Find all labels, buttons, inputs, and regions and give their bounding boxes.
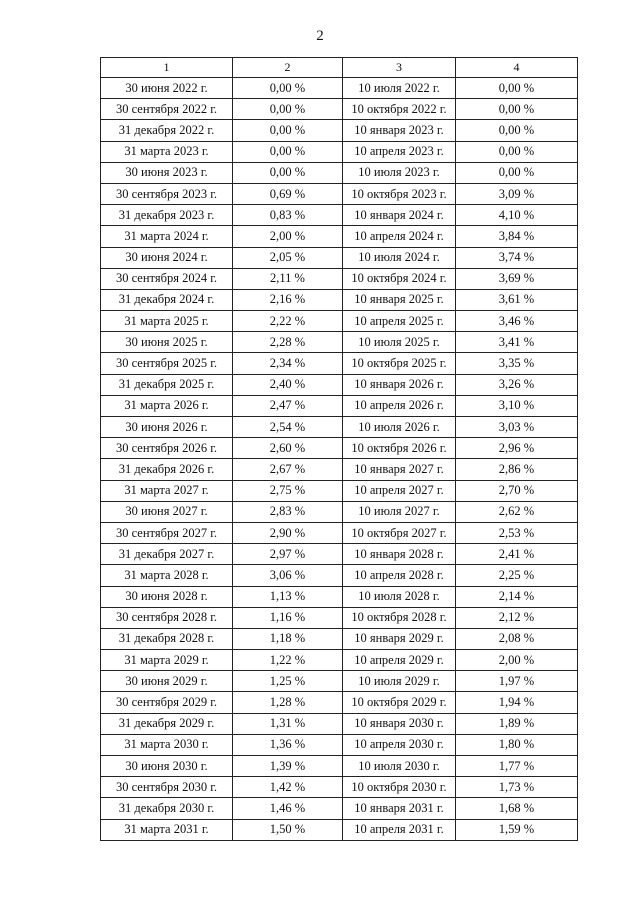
rate-cell: 2,34 % <box>233 353 343 374</box>
payment-date-cell: 10 апреля 2026 г. <box>343 395 456 416</box>
rate-cell: 2,97 % <box>233 544 343 565</box>
rate-cell: 1,25 % <box>233 671 343 692</box>
header-row <box>101 58 578 78</box>
percent-cell: 3,61 % <box>456 289 578 310</box>
rate-cell: 2,22 % <box>233 311 343 332</box>
percent-cell: 2,41 % <box>456 544 578 565</box>
period-end-date-cell: 30 сентября 2024 г. <box>101 268 233 289</box>
period-end-date-cell: 30 июня 2023 г. <box>101 162 233 183</box>
period-end-date-cell: 31 декабря 2028 г. <box>101 628 233 649</box>
table-row <box>101 395 578 416</box>
percent-cell: 1,77 % <box>456 756 578 777</box>
table-row <box>101 650 578 671</box>
payment-date-cell: 10 января 2028 г. <box>343 544 456 565</box>
payment-date-cell: 10 октября 2024 г. <box>343 268 456 289</box>
table-row <box>101 205 578 226</box>
rate-cell: 0,00 % <box>233 141 343 162</box>
table-row <box>101 141 578 162</box>
rate-cell: 2,67 % <box>233 459 343 480</box>
table-row <box>101 565 578 586</box>
payment-date-cell: 10 апреля 2029 г. <box>343 650 456 671</box>
payment-date-cell: 10 января 2023 г. <box>343 120 456 141</box>
payment-date-cell: 10 октября 2023 г. <box>343 183 456 204</box>
payment-date-cell: 10 октября 2028 г. <box>343 607 456 628</box>
table-row <box>101 226 578 247</box>
rate-cell: 1,13 % <box>233 586 343 607</box>
table-row <box>101 353 578 374</box>
payment-date-cell: 10 января 2030 г. <box>343 713 456 734</box>
percent-cell: 2,53 % <box>456 522 578 543</box>
percent-cell: 1,97 % <box>456 671 578 692</box>
payment-schedule-table <box>100 57 578 841</box>
rate-cell: 0,00 % <box>233 99 343 120</box>
period-end-date-cell: 30 июня 2027 г. <box>101 501 233 522</box>
payment-date-cell: 10 апреля 2025 г. <box>343 311 456 332</box>
table-row <box>101 374 578 395</box>
period-end-date-cell: 31 марта 2029 г. <box>101 650 233 671</box>
period-end-date-cell: 31 марта 2025 г. <box>101 311 233 332</box>
percent-cell: 2,86 % <box>456 459 578 480</box>
rate-cell: 1,18 % <box>233 628 343 649</box>
percent-cell: 0,00 % <box>456 78 578 99</box>
payment-date-cell: 10 октября 2022 г. <box>343 99 456 120</box>
period-end-date-cell: 31 декабря 2026 г. <box>101 459 233 480</box>
rate-cell: 1,28 % <box>233 692 343 713</box>
period-end-date-cell: 30 июня 2028 г. <box>101 586 233 607</box>
period-end-date-cell: 31 декабря 2030 г. <box>101 798 233 819</box>
period-end-date-cell: 31 марта 2027 г. <box>101 480 233 501</box>
payment-date-cell: 10 января 2031 г. <box>343 798 456 819</box>
payment-date-cell: 10 января 2024 г. <box>343 205 456 226</box>
rate-cell: 2,05 % <box>233 247 343 268</box>
period-end-date-cell: 30 июня 2025 г. <box>101 332 233 353</box>
payment-date-cell: 10 июля 2028 г. <box>343 586 456 607</box>
rate-cell: 2,75 % <box>233 480 343 501</box>
rate-cell: 2,11 % <box>233 268 343 289</box>
rate-cell: 2,90 % <box>233 522 343 543</box>
period-end-date-cell: 30 сентября 2027 г. <box>101 522 233 543</box>
percent-cell: 3,74 % <box>456 247 578 268</box>
payment-date-cell: 10 октября 2029 г. <box>343 692 456 713</box>
percent-cell: 2,14 % <box>456 586 578 607</box>
period-end-date-cell: 31 декабря 2027 г. <box>101 544 233 565</box>
percent-cell: 1,59 % <box>456 819 578 840</box>
percent-cell: 2,96 % <box>456 438 578 459</box>
column-header: 3 <box>343 58 456 78</box>
table-row <box>101 480 578 501</box>
period-end-date-cell: 30 сентября 2028 г. <box>101 607 233 628</box>
percent-cell: 3,35 % <box>456 353 578 374</box>
percent-cell: 4,10 % <box>456 205 578 226</box>
period-end-date-cell: 31 декабря 2025 г. <box>101 374 233 395</box>
rate-cell: 0,00 % <box>233 78 343 99</box>
percent-cell: 0,00 % <box>456 99 578 120</box>
rate-cell: 2,40 % <box>233 374 343 395</box>
table-row <box>101 99 578 120</box>
payment-date-cell: 10 октября 2025 г. <box>343 353 456 374</box>
period-end-date-cell: 31 декабря 2029 г. <box>101 713 233 734</box>
table-row <box>101 586 578 607</box>
table-row <box>101 247 578 268</box>
rate-cell: 1,50 % <box>233 819 343 840</box>
period-end-date-cell: 30 сентября 2029 г. <box>101 692 233 713</box>
rate-cell: 3,06 % <box>233 565 343 586</box>
rate-cell: 2,16 % <box>233 289 343 310</box>
percent-cell: 3,03 % <box>456 417 578 438</box>
rate-cell: 1,31 % <box>233 713 343 734</box>
percent-cell: 1,89 % <box>456 713 578 734</box>
table-row <box>101 268 578 289</box>
table-row <box>101 459 578 480</box>
rate-cell: 1,36 % <box>233 734 343 755</box>
rate-cell: 0,00 % <box>233 120 343 141</box>
table-row <box>101 522 578 543</box>
period-end-date-cell: 30 сентября 2022 г. <box>101 99 233 120</box>
column-header: 4 <box>456 58 578 78</box>
rate-cell: 2,83 % <box>233 501 343 522</box>
table-row <box>101 734 578 755</box>
column-header: 2 <box>233 58 343 78</box>
percent-cell: 0,00 % <box>456 120 578 141</box>
table-row <box>101 628 578 649</box>
payment-date-cell: 10 июля 2026 г. <box>343 417 456 438</box>
percent-cell: 1,94 % <box>456 692 578 713</box>
table-row <box>101 78 578 99</box>
rate-cell: 2,00 % <box>233 226 343 247</box>
page-number: 2 <box>316 28 324 44</box>
period-end-date-cell: 30 июня 2026 г. <box>101 417 233 438</box>
table-row <box>101 713 578 734</box>
table-row <box>101 607 578 628</box>
percent-cell: 2,08 % <box>456 628 578 649</box>
table-row <box>101 819 578 840</box>
table-row <box>101 311 578 332</box>
table-header <box>101 58 578 78</box>
percent-cell: 3,84 % <box>456 226 578 247</box>
period-end-date-cell: 31 декабря 2022 г. <box>101 120 233 141</box>
percent-cell: 2,12 % <box>456 607 578 628</box>
payment-date-cell: 10 июля 2022 г. <box>343 78 456 99</box>
rate-cell: 0,69 % <box>233 183 343 204</box>
period-end-date-cell: 30 июня 2030 г. <box>101 756 233 777</box>
period-end-date-cell: 30 июня 2029 г. <box>101 671 233 692</box>
percent-cell: 1,68 % <box>456 798 578 819</box>
rate-cell: 0,83 % <box>233 205 343 226</box>
payment-date-cell: 10 июля 2027 г. <box>343 501 456 522</box>
table-row <box>101 544 578 565</box>
rate-cell: 0,00 % <box>233 162 343 183</box>
percent-cell: 2,70 % <box>456 480 578 501</box>
rate-cell: 1,46 % <box>233 798 343 819</box>
payment-date-cell: 10 июля 2025 г. <box>343 332 456 353</box>
table-row <box>101 798 578 819</box>
rate-cell: 2,54 % <box>233 417 343 438</box>
period-end-date-cell: 30 июня 2024 г. <box>101 247 233 268</box>
table-row <box>101 332 578 353</box>
period-end-date-cell: 31 декабря 2024 г. <box>101 289 233 310</box>
table-row <box>101 417 578 438</box>
table-row <box>101 671 578 692</box>
period-end-date-cell: 31 марта 2026 г. <box>101 395 233 416</box>
period-end-date-cell: 31 марта 2023 г. <box>101 141 233 162</box>
percent-cell: 2,25 % <box>456 565 578 586</box>
payment-date-cell: 10 апреля 2028 г. <box>343 565 456 586</box>
payment-date-cell: 10 июля 2024 г. <box>343 247 456 268</box>
rate-cell: 2,47 % <box>233 395 343 416</box>
payment-date-cell: 10 октября 2026 г. <box>343 438 456 459</box>
rate-cell: 1,42 % <box>233 777 343 798</box>
payment-date-cell: 10 апреля 2031 г. <box>343 819 456 840</box>
payment-date-cell: 10 апреля 2027 г. <box>343 480 456 501</box>
payment-date-cell: 10 июля 2023 г. <box>343 162 456 183</box>
period-end-date-cell: 30 сентября 2026 г. <box>101 438 233 459</box>
percent-cell: 0,00 % <box>456 141 578 162</box>
period-end-date-cell: 30 июня 2022 г. <box>101 78 233 99</box>
payment-date-cell: 10 октября 2027 г. <box>343 522 456 543</box>
percent-cell: 3,41 % <box>456 332 578 353</box>
payment-date-cell: 10 апреля 2024 г. <box>343 226 456 247</box>
payment-date-cell: 10 октября 2030 г. <box>343 777 456 798</box>
payment-date-cell: 10 января 2029 г. <box>343 628 456 649</box>
percent-cell: 0,00 % <box>456 162 578 183</box>
percent-cell: 3,09 % <box>456 183 578 204</box>
column-header: 1 <box>101 58 233 78</box>
payment-date-cell: 10 июля 2030 г. <box>343 756 456 777</box>
period-end-date-cell: 31 марта 2024 г. <box>101 226 233 247</box>
period-end-date-cell: 30 сентября 2023 г. <box>101 183 233 204</box>
payment-date-cell: 10 января 2026 г. <box>343 374 456 395</box>
period-end-date-cell: 30 сентября 2025 г. <box>101 353 233 374</box>
table-row <box>101 183 578 204</box>
table-row <box>101 501 578 522</box>
payment-date-cell: 10 января 2025 г. <box>343 289 456 310</box>
period-end-date-cell: 31 марта 2031 г. <box>101 819 233 840</box>
rate-cell: 2,60 % <box>233 438 343 459</box>
table-row <box>101 162 578 183</box>
table-row <box>101 438 578 459</box>
percent-cell: 3,26 % <box>456 374 578 395</box>
table-row <box>101 777 578 798</box>
percent-cell: 1,73 % <box>456 777 578 798</box>
table-row <box>101 756 578 777</box>
rate-cell: 1,22 % <box>233 650 343 671</box>
payment-date-cell: 10 апреля 2023 г. <box>343 141 456 162</box>
rate-cell: 1,39 % <box>233 756 343 777</box>
rate-cell: 1,16 % <box>233 607 343 628</box>
percent-cell: 3,10 % <box>456 395 578 416</box>
percent-cell: 2,00 % <box>456 650 578 671</box>
period-end-date-cell: 31 марта 2030 г. <box>101 734 233 755</box>
rate-cell: 2,28 % <box>233 332 343 353</box>
percent-cell: 2,62 % <box>456 501 578 522</box>
payment-date-cell: 10 апреля 2030 г. <box>343 734 456 755</box>
table-row <box>101 120 578 141</box>
period-end-date-cell: 31 декабря 2023 г. <box>101 205 233 226</box>
table-row <box>101 692 578 713</box>
percent-cell: 3,69 % <box>456 268 578 289</box>
payment-date-cell: 10 июля 2029 г. <box>343 671 456 692</box>
percent-cell: 1,80 % <box>456 734 578 755</box>
percent-cell: 3,46 % <box>456 311 578 332</box>
payment-date-cell: 10 января 2027 г. <box>343 459 456 480</box>
table-body <box>101 78 578 841</box>
period-end-date-cell: 30 сентября 2030 г. <box>101 777 233 798</box>
table-row <box>101 289 578 310</box>
period-end-date-cell: 31 марта 2028 г. <box>101 565 233 586</box>
